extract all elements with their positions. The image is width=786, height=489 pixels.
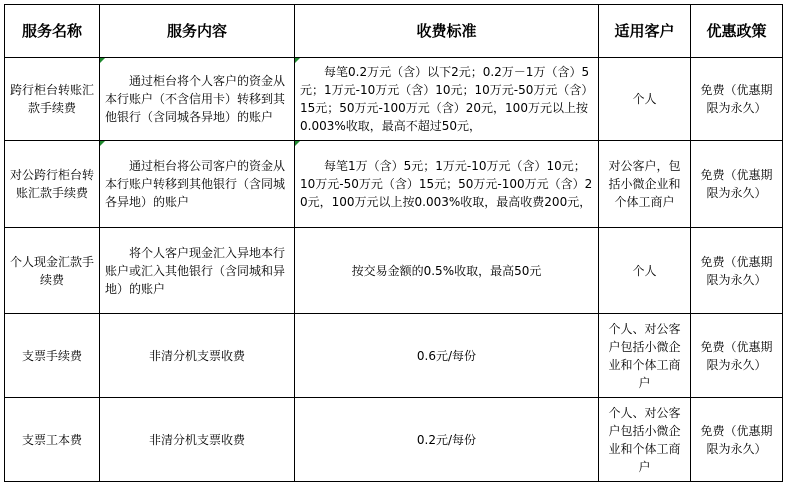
cell-applicable-customer: 对公客户，包括小微企业和个体工商户 bbox=[599, 141, 691, 228]
cell-service-name: 支票手续费 bbox=[5, 314, 100, 398]
header-service-content: 服务内容 bbox=[100, 5, 295, 58]
header-fee-standard: 收费标准 bbox=[295, 5, 599, 58]
cell-discount-policy: 免费（优惠期限为永久） bbox=[691, 398, 783, 482]
header-row bbox=[5, 5, 783, 58]
cell-applicable-customer: 个人、对公客户包括小微企业和个体工商户 bbox=[599, 314, 691, 398]
fee-table bbox=[4, 4, 783, 482]
cell-applicable-customer: 个人 bbox=[599, 228, 691, 314]
header-discount-policy: 优惠政策 bbox=[691, 5, 783, 58]
cell-fee-standard: 按交易金额的0.5%收取，最高50元 bbox=[295, 228, 599, 314]
cell-fee-standard: 每笔1万（含）5元；1万元-10万元（含）10元；10万元-50万元（含）15元；50万元-100万元（含）20元，100万元以上按0.003%收取，最高收费200元， bbox=[295, 141, 599, 228]
cell-service-name: 对公跨行柜台转账汇款手续费 bbox=[5, 141, 100, 228]
cell-discount-policy: 免费（优惠期限为永久） bbox=[691, 141, 783, 228]
header-applicable-customer: 适用客户 bbox=[599, 5, 691, 58]
cell-service-name: 支票工本费 bbox=[5, 398, 100, 482]
header-service-name: 服务名称 bbox=[5, 5, 100, 58]
cell-discount-policy: 免费（优惠期限为永久） bbox=[691, 58, 783, 141]
table-row bbox=[5, 228, 783, 314]
cell-fee-standard: 0.2元/每份 bbox=[295, 398, 599, 482]
cell-discount-policy: 免费（优惠期限为永久） bbox=[691, 228, 783, 314]
cell-applicable-customer: 个人、对公客户包括小微企业和个体工商户 bbox=[599, 398, 691, 482]
cell-fee-standard: 每笔0.2万元（含）以下2元；0.2万－1万（含）5元；1万元-10万元（含）10元；10万元-50万元（含）15元；50万元-100万元（含）20元，100万元以上按0.003%收取，最高不超过50元， bbox=[295, 58, 599, 141]
table-row bbox=[5, 398, 783, 482]
cell-applicable-customer: 个人 bbox=[599, 58, 691, 141]
cell-service-name: 跨行柜台转账汇款手续费 bbox=[5, 58, 100, 141]
cell-discount-policy: 免费（优惠期限为永久） bbox=[691, 314, 783, 398]
cell-service-content: 通过柜台将个人客户的资金从本行账户（不含信用卡）转移到其他银行（含同城各异地）的账户 bbox=[100, 58, 295, 141]
table-row bbox=[5, 141, 783, 228]
table-row bbox=[5, 314, 783, 398]
cell-service-content: 非清分机支票收费 bbox=[100, 314, 295, 398]
cell-service-content: 非清分机支票收费 bbox=[100, 398, 295, 482]
cell-service-content: 将个人客户现金汇入异地本行账户或汇入其他银行（含同城和异地）的账户 bbox=[100, 228, 295, 314]
cell-service-content: 通过柜台将公司客户的资金从本行账户转移到其他银行（含同城各异地）的账户 bbox=[100, 141, 295, 228]
cell-service-name: 个人现金汇款手续费 bbox=[5, 228, 100, 314]
table-row bbox=[5, 58, 783, 141]
cell-fee-standard: 0.6元/每份 bbox=[295, 314, 599, 398]
